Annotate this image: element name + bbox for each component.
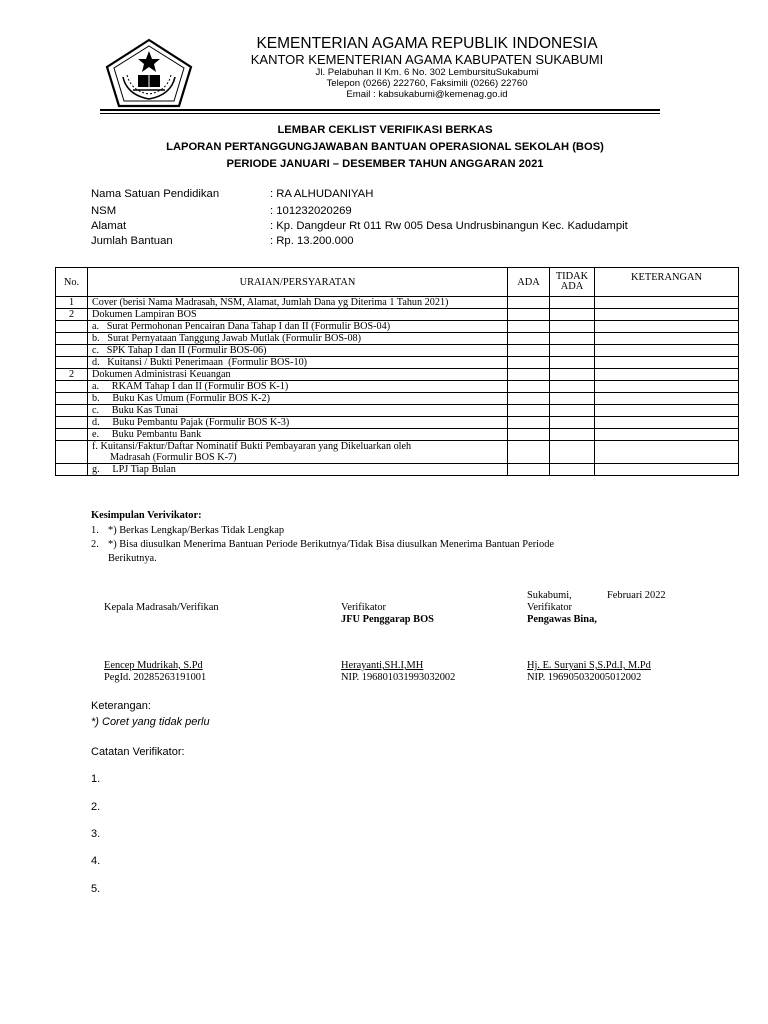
table-row (56, 333, 739, 345)
row-tidak-ada-cell[interactable] (550, 464, 595, 476)
table-row (56, 297, 739, 309)
row-no (56, 441, 88, 464)
row-uraian: b. Buku Kas Umum (Formulir BOS K-2) (88, 393, 508, 405)
row-no (56, 345, 88, 357)
identitas-label: Jumlah Bantuan (91, 235, 173, 247)
row-tidak-ada-cell[interactable] (550, 345, 595, 357)
row-tidak-ada-cell[interactable] (550, 357, 595, 369)
row-keterangan-cell[interactable] (595, 393, 739, 405)
kop-subtitle: KANTOR KEMENTERIAN AGAMA KABUPATEN SUKABUMI (250, 52, 604, 67)
row-ada-cell[interactable] (508, 297, 550, 309)
identitas-label: NSM (91, 205, 117, 217)
row-keterangan-cell[interactable] (595, 464, 739, 476)
row-ada-cell[interactable] (508, 441, 550, 464)
doc-title-1: LEMBAR CEKLIST VERIFIKASI BERKAS (277, 124, 493, 136)
row-keterangan-cell[interactable] (595, 357, 739, 369)
sign-col3-name: Hj. E. Suryani S,S.Pd.I, M.Pd (527, 660, 651, 671)
table-row (56, 357, 739, 369)
sign-col1-role: Kepala Madrasah/Verifikan (104, 602, 219, 613)
row-no: 2 (56, 309, 88, 321)
row-tidak-ada-cell[interactable] (550, 321, 595, 333)
keterangan-label: Keterangan: (91, 700, 151, 712)
catatan-item[interactable]: 4. (91, 855, 101, 867)
row-keterangan-cell[interactable] (595, 321, 739, 333)
row-no (56, 357, 88, 369)
header-tidak-ada-line1: TIDAK (555, 271, 589, 282)
table-row (56, 417, 739, 429)
sign-place: Sukabumi, (527, 590, 572, 601)
row-tidak-ada-cell[interactable] (550, 393, 595, 405)
doc-title-2: LAPORAN PERTANGGUNGJAWABAN BANTUAN OPERASIONAL SEKOLAH (BOS) (166, 141, 604, 153)
row-ada-cell[interactable] (508, 321, 550, 333)
row-uraian: g. LPJ Tiap Bulan (88, 464, 508, 476)
row-ada-cell[interactable] (508, 393, 550, 405)
row-no (56, 381, 88, 393)
sign-col3-id: NIP. 196905032005012002 (527, 672, 642, 683)
row-tidak-ada-cell[interactable] (550, 429, 595, 441)
row-keterangan-cell[interactable] (595, 429, 739, 441)
keterangan-note: *) Coret yang tidak perlu (91, 716, 210, 728)
row-uraian: Cover (berisi Nama Madrasah, NSM, Alamat, Jumlah Dana yg Diterima 1 Tahun 2021) (88, 297, 508, 309)
identitas-value: : Rp. 13.200.000 (270, 235, 354, 247)
catatan-item[interactable]: 5. (91, 883, 101, 895)
row-uraian: a. Surat Permohonan Pencairan Dana Tahap I dan II (Formulir BOS-04) (88, 321, 508, 333)
row-uraian: Dokumen Lampiran BOS (88, 309, 508, 321)
sign-date: Februari 2022 (607, 590, 666, 601)
header-tidak-ada (550, 268, 595, 297)
row-tidak-ada-cell[interactable] (550, 417, 595, 429)
row-tidak-ada-cell[interactable] (550, 333, 595, 345)
row-uraian: b. Surat Pernyataan Tanggung Jawab Mutlak (Formulir BOS-08) (88, 333, 508, 345)
table-row (56, 321, 739, 333)
row-no (56, 417, 88, 429)
table-row (56, 309, 739, 321)
row-tidak-ada-cell[interactable] (550, 441, 595, 464)
table-row (56, 369, 739, 381)
row-no (56, 429, 88, 441)
header-ada: ADA (508, 268, 550, 297)
row-ada-cell[interactable] (508, 369, 550, 381)
row-tidak-ada-cell[interactable] (550, 369, 595, 381)
kesimpulan-item-no: 1. (91, 525, 99, 536)
row-uraian-multiline (88, 441, 508, 464)
sign-col1-id: PegId. 20285263191001 (104, 672, 207, 683)
kop-address: Jl. Pelabuhan II Km. 6 No. 302 LembursituSukabumi (315, 67, 539, 78)
kop-phone: Telepon (0266) 222760, Faksimili (0266) 22760 (326, 78, 528, 89)
header-uraian: URAIAN/PERSYARATAN (88, 268, 508, 297)
row-keterangan-cell[interactable] (595, 369, 739, 381)
row-tidak-ada-cell[interactable] (550, 309, 595, 321)
table-row (56, 345, 739, 357)
row-keterangan-cell[interactable] (595, 405, 739, 417)
row-keterangan-cell[interactable] (595, 297, 739, 309)
row-keterangan-cell[interactable] (595, 381, 739, 393)
row-ada-cell[interactable] (508, 429, 550, 441)
row-no: 1 (56, 297, 88, 309)
table-header-row (56, 268, 739, 297)
row-no (56, 393, 88, 405)
row-keterangan-cell[interactable] (595, 441, 739, 464)
identitas-label: Nama Satuan Pendidikan (91, 188, 220, 200)
table-row (56, 405, 739, 417)
table-row (56, 429, 739, 441)
row-uraian: Dokumen Administrasi Keuangan (88, 369, 508, 381)
kop-email: Email : kabsukabumi@kemenag.go.id (346, 89, 508, 100)
table-row (56, 464, 739, 476)
row-tidak-ada-cell[interactable] (550, 381, 595, 393)
row-keterangan-cell[interactable] (595, 309, 739, 321)
row-no (56, 405, 88, 417)
table-row (56, 393, 739, 405)
row-ada-cell[interactable] (508, 381, 550, 393)
catatan-item[interactable]: 3. (91, 828, 101, 840)
identitas-value: : 101232020269 (270, 205, 352, 217)
kesimpulan-item-2: *) Bisa diusulkan Menerima Bantuan Periode Berikutnya/Tidak Bisa diusulkan Menerima Bantuan Periode (108, 539, 555, 550)
catatan-item[interactable]: 1. (91, 773, 101, 785)
row-ada-cell[interactable] (508, 464, 550, 476)
table-row (56, 441, 739, 464)
table-row (56, 381, 739, 393)
identitas-label: Alamat (91, 220, 127, 232)
row-uraian: d. Kuitansi / Bukti Penerimaan (Formulir BOS-10) (88, 357, 508, 369)
header-keterangan: KETERANGAN (595, 268, 739, 297)
row-uraian: a. RKAM Tahap I dan II (Formulir BOS K-1) (88, 381, 508, 393)
row-ada-cell[interactable] (508, 417, 550, 429)
kop-title: KEMENTERIAN AGAMA REPUBLIK INDONESIA (256, 35, 598, 52)
sign-col1-name: Eencep Mudrikah, S.Pd (104, 660, 203, 671)
sign-col3-role2: Pengawas Bina, (527, 614, 597, 625)
header-tidak-ada-line2: ADA (560, 281, 584, 292)
row-keterangan-cell[interactable] (595, 345, 739, 357)
row-ada-cell[interactable] (508, 309, 550, 321)
kesimpulan-item-no: 2. (91, 539, 99, 550)
row-tidak-ada-cell[interactable] (550, 297, 595, 309)
catatan-label: Catatan Verifikator: (91, 746, 185, 758)
row-uraian: d. Buku Pembantu Pajak (Formulir BOS K-3) (88, 417, 508, 429)
checklist-table (55, 267, 739, 476)
row-keterangan-cell[interactable] (595, 417, 739, 429)
kop-rule-thin (100, 113, 660, 114)
catatan-item[interactable]: 2. (91, 801, 101, 813)
header-no: No. (56, 268, 88, 297)
kesimpulan-item-2-cont: Berikutnya. (108, 553, 157, 564)
row-ada-cell[interactable] (508, 357, 550, 369)
sign-col2-role2: JFU Penggarap BOS (341, 614, 434, 625)
row-uraian: c. SPK Tahap I dan II (Formulir BOS-06) (88, 345, 508, 357)
identitas-value: : RA ALHUDANIYAH (270, 188, 374, 200)
row-no: 2 (56, 369, 88, 381)
row-uraian: f. Kuitansi/Faktur/Daftar Nominatif Bukti Pembayaran yang Dikeluarkan oleh (92, 441, 412, 452)
doc-title-3: PERIODE JANUARI – DESEMBER TAHUN ANGGARAN 2021 (226, 158, 544, 170)
sign-col2-name: Herayanti,SH.I,MH (341, 660, 424, 671)
kesimpulan-title: Kesimpulan Verivikator: (91, 510, 202, 521)
sign-col3-role: Verifikator (527, 602, 573, 613)
row-uraian-cont: Madrasah (Formulir BOS K-7) (110, 452, 237, 463)
sign-col2-id: NIP. 196801031993032002 (341, 672, 456, 683)
row-ada-cell[interactable] (508, 345, 550, 357)
kesimpulan-item-1: *) Berkas Lengkap/Berkas Tidak Lengkap (108, 525, 285, 536)
row-tidak-ada-cell[interactable] (550, 405, 595, 417)
sign-col2-role: Verifikator (341, 602, 387, 613)
row-ada-cell[interactable] (508, 405, 550, 417)
identitas-value: : Kp. Dangdeur Rt 011 Rw 005 Desa Undrusbinangun Kec. Kadudampit (270, 220, 628, 232)
kop-rule-thick (100, 109, 660, 111)
row-keterangan-cell[interactable] (595, 333, 739, 345)
row-no (56, 321, 88, 333)
row-ada-cell[interactable] (508, 333, 550, 345)
row-no (56, 464, 88, 476)
row-no (56, 333, 88, 345)
row-uraian: e. Buku Pembantu Bank (88, 429, 508, 441)
kemenag-logo (103, 37, 195, 109)
row-uraian: c. Buku Kas Tunai (88, 405, 508, 417)
